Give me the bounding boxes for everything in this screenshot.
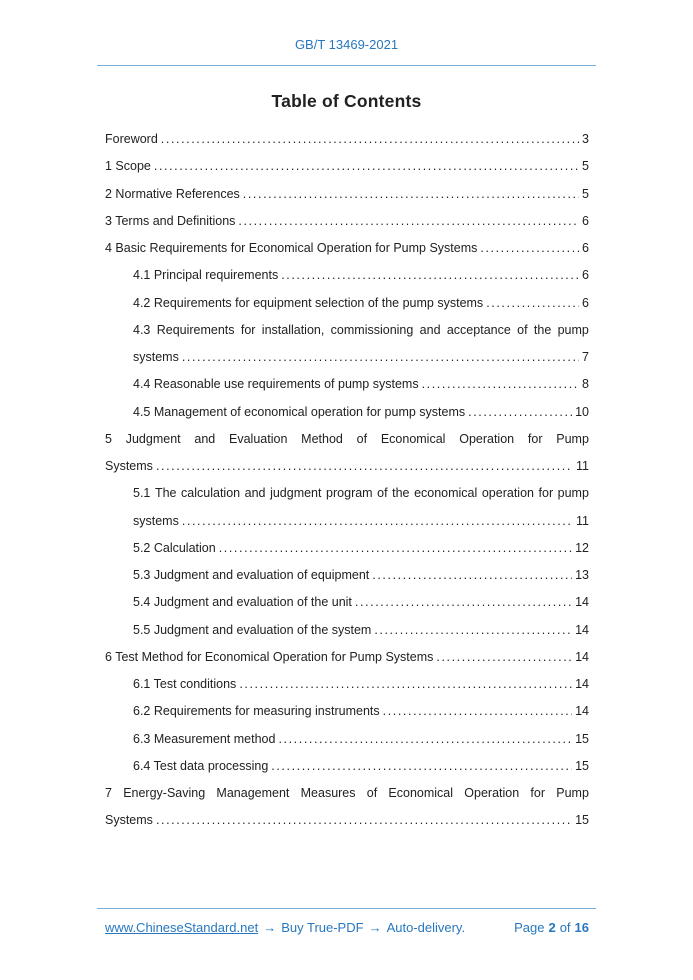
- page-title: Table of Contents: [271, 91, 422, 111]
- toc-entry-word: Energy-Saving: [123, 786, 206, 800]
- toc-line: [133, 617, 589, 644]
- toc-entry-word: of: [356, 431, 368, 446]
- toc-entry-word: and: [244, 486, 266, 501]
- toc-entry-word: acceptance: [446, 322, 511, 337]
- toc-entry-word: of: [366, 786, 378, 800]
- dot-leader: [281, 262, 579, 289]
- toc-page-number: 7: [582, 350, 589, 364]
- toc-entry-word: of: [517, 322, 528, 337]
- toc-line: [105, 807, 589, 834]
- toc-line: [133, 317, 589, 344]
- toc-entry-word: Measures: [300, 786, 356, 800]
- of-label: of: [559, 920, 571, 935]
- toc-entry-word: for: [538, 486, 554, 501]
- toc-entry-word: economical: [414, 486, 478, 501]
- toc-entry-text: 4.4 Reasonable use requirements of pump systems: [133, 377, 419, 392]
- toc-entry-word: Pump: [556, 431, 589, 446]
- dot-leader: [238, 208, 579, 235]
- toc-page-number: 5: [582, 159, 589, 174]
- toc-entry-word: of: [377, 486, 388, 501]
- toc-entry-word: Economical: [380, 431, 446, 446]
- toc-entry-word: 4.3: [133, 322, 151, 337]
- toc-entry-word: Requirements: [156, 322, 235, 337]
- toc-entry-text: 4.5 Management of economical operation for pump systems: [133, 404, 466, 419]
- toc-page-number: 14: [575, 704, 589, 719]
- toc-line: [133, 508, 589, 535]
- dot-leader: [422, 371, 579, 398]
- toc-page-number: 13: [575, 568, 589, 582]
- toc-entry-word: and: [194, 431, 216, 446]
- page-footer: [97, 908, 596, 935]
- toc-entry-text: 5.4 Judgment and evaluation of the unit: [133, 595, 352, 610]
- toc-entry-word: Judgment: [125, 431, 181, 446]
- toc-entry-text: 5.2 Calculation: [133, 540, 216, 555]
- arrow-icon: →: [263, 920, 277, 935]
- toc-page-number: 14: [575, 622, 589, 637]
- dot-leader: [468, 399, 572, 426]
- page-current: 2: [548, 920, 556, 935]
- dot-leader: [161, 126, 579, 153]
- toc-line: [105, 235, 589, 262]
- toc-entry-text: Foreword: [105, 132, 158, 146]
- toc-entry-word: pump: [557, 322, 589, 337]
- toc-line: [133, 698, 589, 725]
- toc-line: [105, 426, 589, 453]
- toc-line: [133, 535, 589, 562]
- toc-entry-text: 6 Test Method for Economical Operation for Pump Systems: [105, 649, 434, 664]
- toc-entry-word: Economical: [388, 786, 454, 800]
- dot-leader: [278, 726, 572, 753]
- toc-page-number: 5: [582, 186, 589, 201]
- toc-line: [133, 399, 589, 426]
- toc-page-number: 8: [582, 377, 589, 392]
- toc-entry-word: the: [392, 486, 410, 501]
- header-divider: [97, 65, 596, 66]
- header-standard-number: GB/T 13469-2021: [294, 37, 399, 52]
- toc-line: [105, 153, 589, 180]
- toc-entry-word: Method: [301, 431, 343, 446]
- footer-page-indicator: [510, 920, 589, 935]
- dot-leader: [480, 235, 579, 262]
- toc-entry-text: systems: [133, 513, 179, 528]
- toc-entry-text: 5.3 Judgment and evaluation of equipment: [133, 568, 370, 582]
- toc-entry-word: installation,: [261, 322, 325, 337]
- toc-entry-word: operation: [481, 486, 534, 501]
- toc-entry-word: commissioning: [330, 322, 414, 337]
- toc-entry-word: for: [530, 786, 546, 800]
- toc-entry-word: and: [419, 322, 441, 337]
- dot-leader: [383, 698, 572, 725]
- toc-line: [133, 290, 589, 317]
- toc-line: [133, 753, 589, 780]
- toc-entry-text: 6.4 Test data processing: [133, 758, 269, 773]
- toc-entry-word: judgment: [270, 486, 322, 501]
- toc-line: [105, 453, 589, 480]
- toc-line: [133, 671, 589, 698]
- toc-entry-word: calculation: [181, 486, 241, 501]
- toc-entry-word: pump: [557, 486, 589, 501]
- toc-line: [105, 181, 589, 208]
- website-link[interactable]: www.ChineseStandard.net: [105, 920, 259, 935]
- toc-entry-text: Systems: [105, 813, 153, 828]
- toc-line: [133, 589, 589, 616]
- footer-action-delivery: Auto-delivery.: [386, 920, 466, 935]
- toc-page-number: 10: [575, 404, 589, 419]
- toc-entry-word: Management: [216, 786, 290, 800]
- toc-line: [133, 344, 589, 371]
- toc-page-number: 15: [575, 731, 589, 746]
- toc-entry-word: for: [527, 431, 543, 446]
- toc-entry-word: Operation: [459, 431, 515, 446]
- footer-action-buy: Buy True-PDF: [281, 920, 364, 935]
- toc-entry-word: 5: [105, 431, 112, 446]
- toc-entry-text: 6.1 Test conditions: [133, 677, 237, 691]
- toc-line: [133, 562, 589, 589]
- dot-leader: [156, 807, 572, 834]
- toc-entry-word: Pump: [556, 786, 589, 800]
- dot-leader: [372, 562, 572, 589]
- dot-leader: [243, 181, 579, 208]
- dot-leader: [182, 508, 573, 535]
- toc-entry-text: 4.2 Requirements for equipment selection of the pump systems: [133, 295, 484, 310]
- toc-page-number: 6: [582, 213, 589, 228]
- page-total: 16: [574, 920, 589, 935]
- footer-left: [105, 920, 470, 935]
- footer-row: [97, 909, 596, 935]
- toc-entry-text: 5.5 Judgment and evaluation of the system: [133, 622, 372, 637]
- dot-leader: [355, 589, 572, 616]
- toc-line: [105, 780, 589, 807]
- toc-page-number: 11: [576, 513, 589, 528]
- toc-entry-word: for: [240, 322, 256, 337]
- toc-entry-word: the: [533, 322, 552, 337]
- toc-line: [133, 480, 589, 507]
- toc-entry-text: 6.3 Measurement method: [133, 731, 276, 746]
- toc-page-number: 11: [576, 459, 589, 473]
- dot-leader: [436, 644, 572, 671]
- toc-entry-text: 4.1 Principal requirements: [133, 268, 279, 283]
- toc-entry-text: Systems: [105, 459, 153, 473]
- toc-page-number: 14: [575, 595, 589, 610]
- toc-line: [133, 262, 589, 289]
- toc-entry-word: 7: [105, 786, 112, 800]
- dot-leader: [182, 344, 579, 371]
- toc-line: [133, 371, 589, 398]
- toc-entry-text: 1 Scope: [105, 159, 151, 174]
- toc-entry-text: 6.2 Requirements for measuring instruments: [133, 704, 380, 719]
- dot-leader: [154, 153, 579, 180]
- arrow-icon: →: [368, 920, 382, 935]
- toc-line: [105, 208, 589, 235]
- dot-leader: [486, 290, 579, 317]
- toc-entry-text: systems: [133, 350, 179, 364]
- toc-entry-text: 3 Terms and Definitions: [105, 213, 236, 228]
- toc-page-number: 15: [575, 758, 589, 773]
- toc-page-number: 6: [582, 241, 589, 255]
- toc-entry-text: 2 Normative References: [105, 186, 240, 201]
- dot-leader: [271, 753, 572, 780]
- toc-entry-word: program: [326, 486, 373, 501]
- dot-leader: [239, 671, 572, 698]
- toc-page-number: 14: [575, 677, 589, 691]
- toc-page-number: 14: [575, 649, 589, 664]
- toc-entry-word: Evaluation: [229, 431, 288, 446]
- toc-page-number: 6: [582, 268, 589, 283]
- toc-line: [105, 644, 589, 671]
- dot-leader: [374, 617, 572, 644]
- toc-page-number: 12: [575, 540, 589, 555]
- dot-leader: [219, 535, 572, 562]
- toc-entry-word: Operation: [464, 786, 520, 800]
- toc-entry-word: The: [154, 486, 177, 501]
- toc-page-number: 6: [582, 295, 589, 310]
- toc-line: [133, 726, 589, 753]
- toc-page-number: 3: [582, 132, 589, 146]
- toc-line: [105, 126, 589, 153]
- page-label: Page: [514, 920, 545, 935]
- toc-page-number: 15: [575, 813, 589, 828]
- dot-leader: [156, 453, 573, 480]
- table-of-contents: [105, 126, 589, 835]
- toc-entry-text: 4 Basic Requirements for Economical Operation for Pump Systems: [105, 241, 478, 255]
- toc-entry-word: 5.1: [133, 486, 151, 501]
